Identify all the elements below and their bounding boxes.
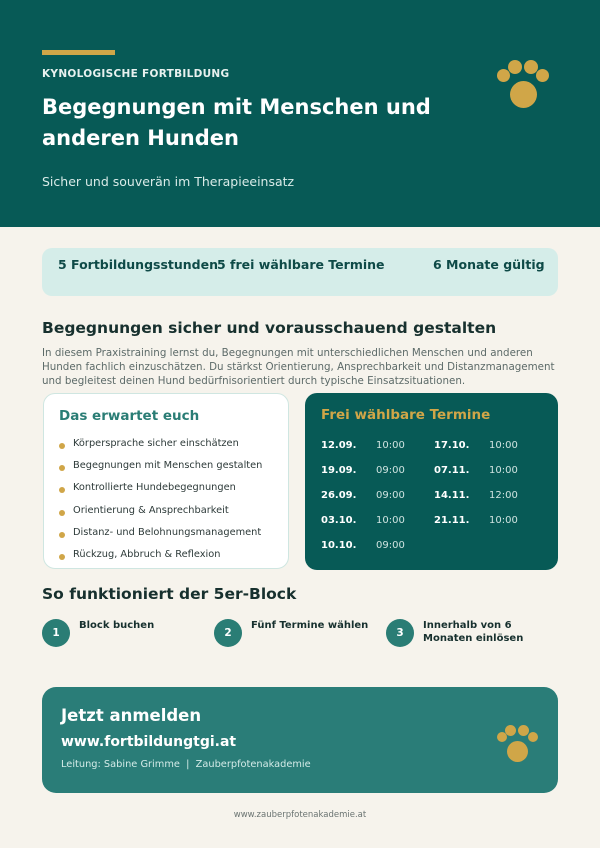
signup-meta: Leitung: Sabine Grimme | Zauberpfotenakademie <box>61 759 311 770</box>
fact-validity: 6 Monate gültig <box>433 257 545 272</box>
list-item: Rückzug, Abbruch & Reflexion <box>59 549 262 571</box>
list-item: Begegnungen mit Menschen gestalten <box>59 460 262 482</box>
steps-title: So funktioniert der 5er-Block <box>42 585 297 603</box>
schedule-title: Frei wählbare Termine <box>321 407 491 423</box>
expect-title: Das erwartet euch <box>59 408 200 424</box>
bullet-icon <box>59 510 65 516</box>
signup-box <box>42 687 558 793</box>
bullet-icon <box>59 465 65 471</box>
intro-text: In diesem Praxistraining lernst du, Begegnungen mit unterschiedlichen Menschen und anderen Hunden fachlich einzuschätzen. Du stärkst Orientierung, Ansprechbarkeit und Distanzmanagement und begleitest deinen Hund bedürfnisorientiert durch typische Einsatzsituationen. <box>42 347 555 388</box>
expect-card <box>43 393 289 569</box>
hero-kicker: KYNOLOGISCHE FORTBILDUNG <box>42 68 230 80</box>
list-item: Körpersprache sicher einschätzen <box>59 438 262 460</box>
bullet-icon <box>59 554 65 560</box>
signup-link[interactable]: www.fortbildungtgi.at <box>61 734 237 750</box>
bullet-icon <box>59 443 65 449</box>
list-item: Orientierung & Ansprechbarkeit <box>59 505 262 527</box>
signup-title: Jetzt anmelden <box>61 706 202 725</box>
footer-url[interactable]: www.zauberpfotenakademie.at <box>233 810 367 820</box>
expect-list <box>59 438 262 571</box>
step-label: Block buchen <box>79 620 155 631</box>
accent-bar <box>42 50 115 55</box>
paw-icon <box>497 60 551 110</box>
step-number: 1 <box>42 619 70 647</box>
bullet-icon <box>59 532 65 538</box>
facts-bar <box>42 248 558 296</box>
step-number: 2 <box>214 619 242 647</box>
step-number: 3 <box>386 619 414 647</box>
paw-icon <box>497 725 539 763</box>
step-label: Innerhalb von 6 Monaten einlösen <box>423 620 524 644</box>
fact-dates: 5 frei wählbare Termine <box>217 257 385 272</box>
intro-title: Begegnungen sicher und vorausschauend gestalten <box>42 319 497 337</box>
fact-hours: 5 Fortbildungsstunden <box>58 257 218 272</box>
hero-title: Begegnungen mit Menschen und anderen Hunden <box>42 95 431 150</box>
list-item: Distanz- und Belohnungsmanagement <box>59 527 262 549</box>
step-label: Fünf Termine wählen <box>251 620 369 631</box>
schedule-card: Frei wählbare Termine 12.09. 10:00 19.09. 09:00 26.09. 09:00 03.10. 10:00 10.10. 09:00 17.10. 10:00 07.11. 10:00 14.11. 12:00 21.11. 10:00 <box>305 393 558 570</box>
bullet-icon <box>59 487 65 493</box>
hero-banner <box>0 0 600 227</box>
hero-subtitle: Sicher und souverän im Therapieeinsatz <box>42 174 295 189</box>
list-item: Kontrollierte Hundebegegnungen <box>59 482 262 504</box>
